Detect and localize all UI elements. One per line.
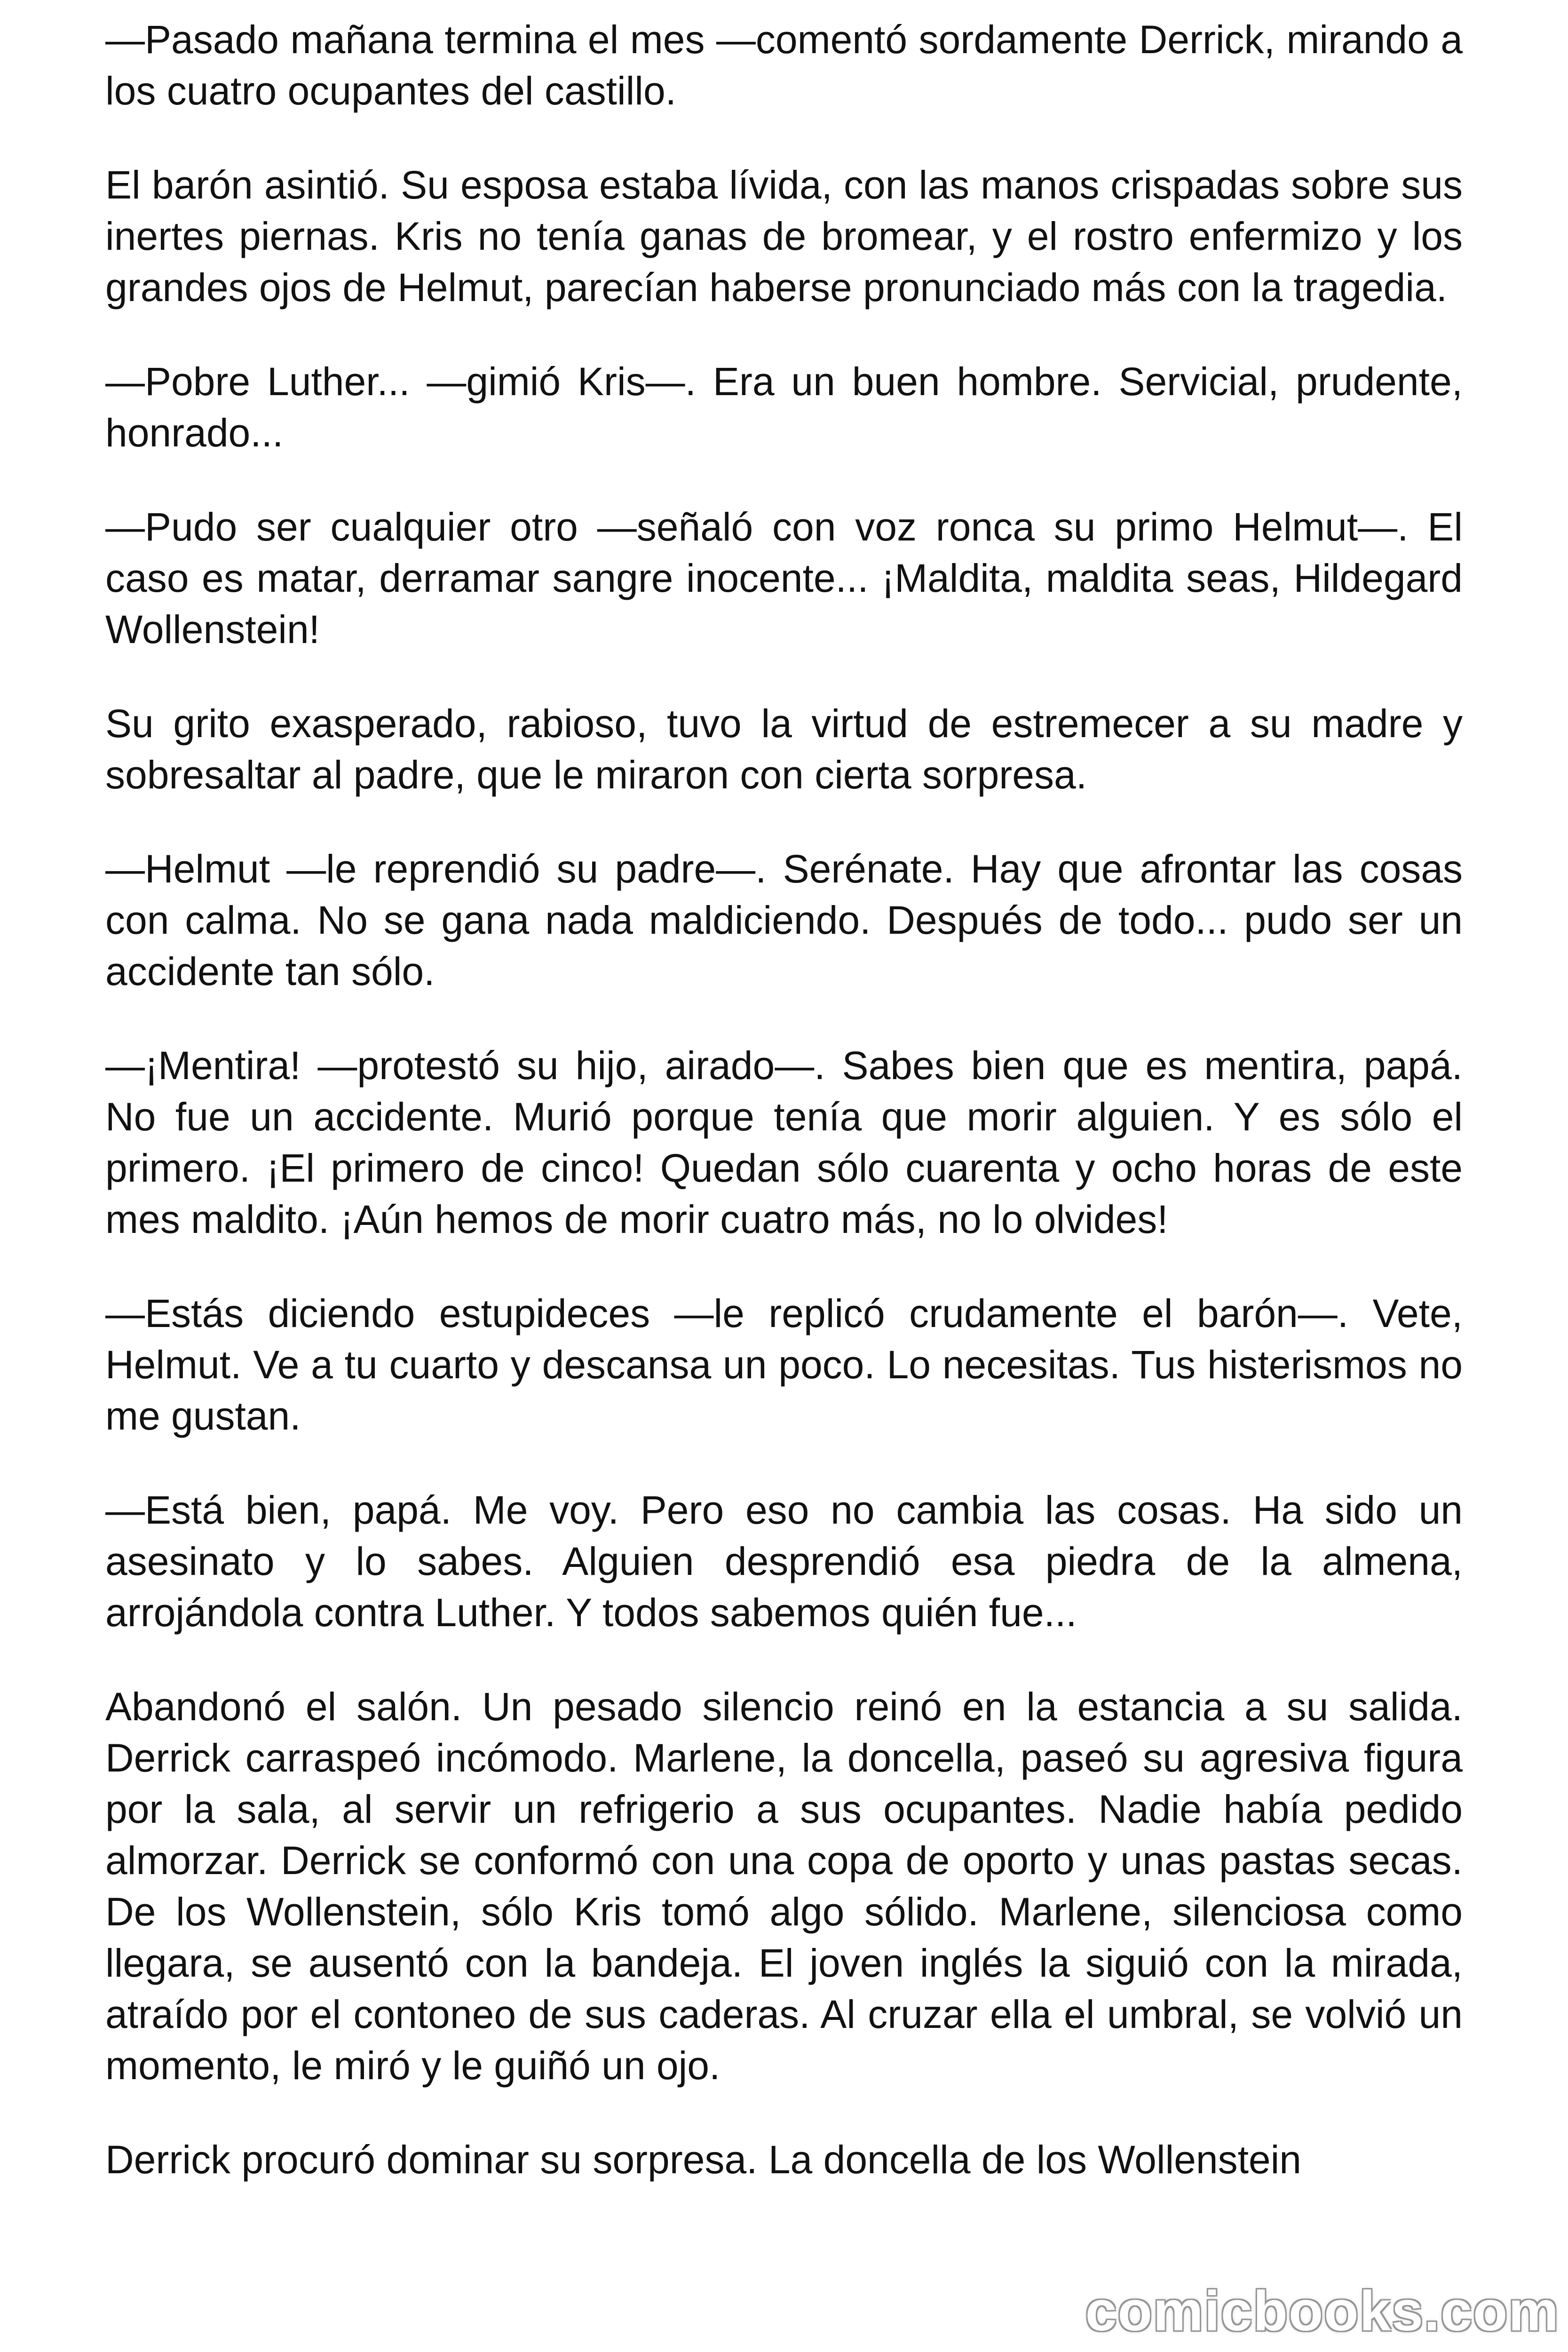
paragraph: —Pasado mañana termina el mes —comentó sordamente Derrick, mirando a los cuatro ocupantes del castillo. xyxy=(105,17,1463,113)
paragraph: —Pudo ser cualquier otro —señaló con voz ronca su primo Helmut—. El caso es matar, derramar sangre inocente... ¡Maldita, maldita seas, Hildegard Wollenstein! xyxy=(105,505,1463,652)
paragraph: —Helmut —le reprendió su padre—. Serénate. Hay que afrontar las cosas con calma. No se gana nada maldiciendo. Después de todo... pudo ser un accidente tan sólo. xyxy=(105,847,1463,993)
watermark-logo: comicbooks.com xyxy=(1085,2280,1560,2343)
paragraph: Derrick procuró dominar su sorpresa. La doncella de los Wollenstein xyxy=(105,2137,1302,2182)
paragraph: Su grito exasperado, rabioso, tuvo la virtud de estremecer a su madre y sobresaltar al padre, que le miraron con cierta sorpresa. xyxy=(105,701,1463,797)
paragraph: —¡Mentira! —protestó su hijo, airado—. Sabes bien que es mentira, papá. No fue un accidente. Murió porque tenía que morir alguien. Y es sólo el primero. ¡El primero de cinco! Quedan sólo cuarenta y ocho horas de este mes maldito. ¡Aún hemos de morir cuatro más, no lo olvides! xyxy=(105,1043,1463,1241)
paragraph: —Pobre Luther... —gimió Kris—. Era un buen hombre. Servicial, prudente, honrado... xyxy=(105,359,1463,455)
paragraph: El barón asintió. Su esposa estaba lívida, con las manos crispadas sobre sus inertes piernas. Kris no tenía ganas de bromear, y el rostro enfermizo y los grandes ojos de Helmut, parecían haberse pronunciado más con la tragedia. xyxy=(105,163,1463,310)
paragraph: —Está bien, papá. Me voy. Pero eso no cambia las cosas. Ha sido un asesinato y lo sabes. Alguien desprendió esa piedra de la almena, arrojándola contra Luther. Y todos sabemos quién fue... xyxy=(105,1488,1463,1635)
document-page xyxy=(105,14,1463,2185)
paragraph: —Estás diciendo estupideces —le replicó crudamente el barón—. Vete, Helmut. Ve a tu cuarto y descansa un poco. Lo necesitas. Tus histerismos no me gustan. xyxy=(105,1291,1463,1438)
paragraph: Abandonó el salón. Un pesado silencio reinó en la estancia a su salida. Derrick carraspeó incómodo. Marlene, la doncella, paseó su agresiva figura por la sala, al servir un refrigerio a sus ocupantes. Nadie había pedido almorzar. Derrick se conformó con una copa de oporto y unas pastas secas. De los Wollenstein, sólo Kris tomó algo sólido. Marlene, silenciosa como llegara, se ausentó con la bandeja. El joven inglés la siguió con la mirada, atraído por el contoneo de sus caderas. Al cruzar ella el umbral, se volvió un momento, le miró y le guiñó un ojo. xyxy=(105,1685,1463,2088)
